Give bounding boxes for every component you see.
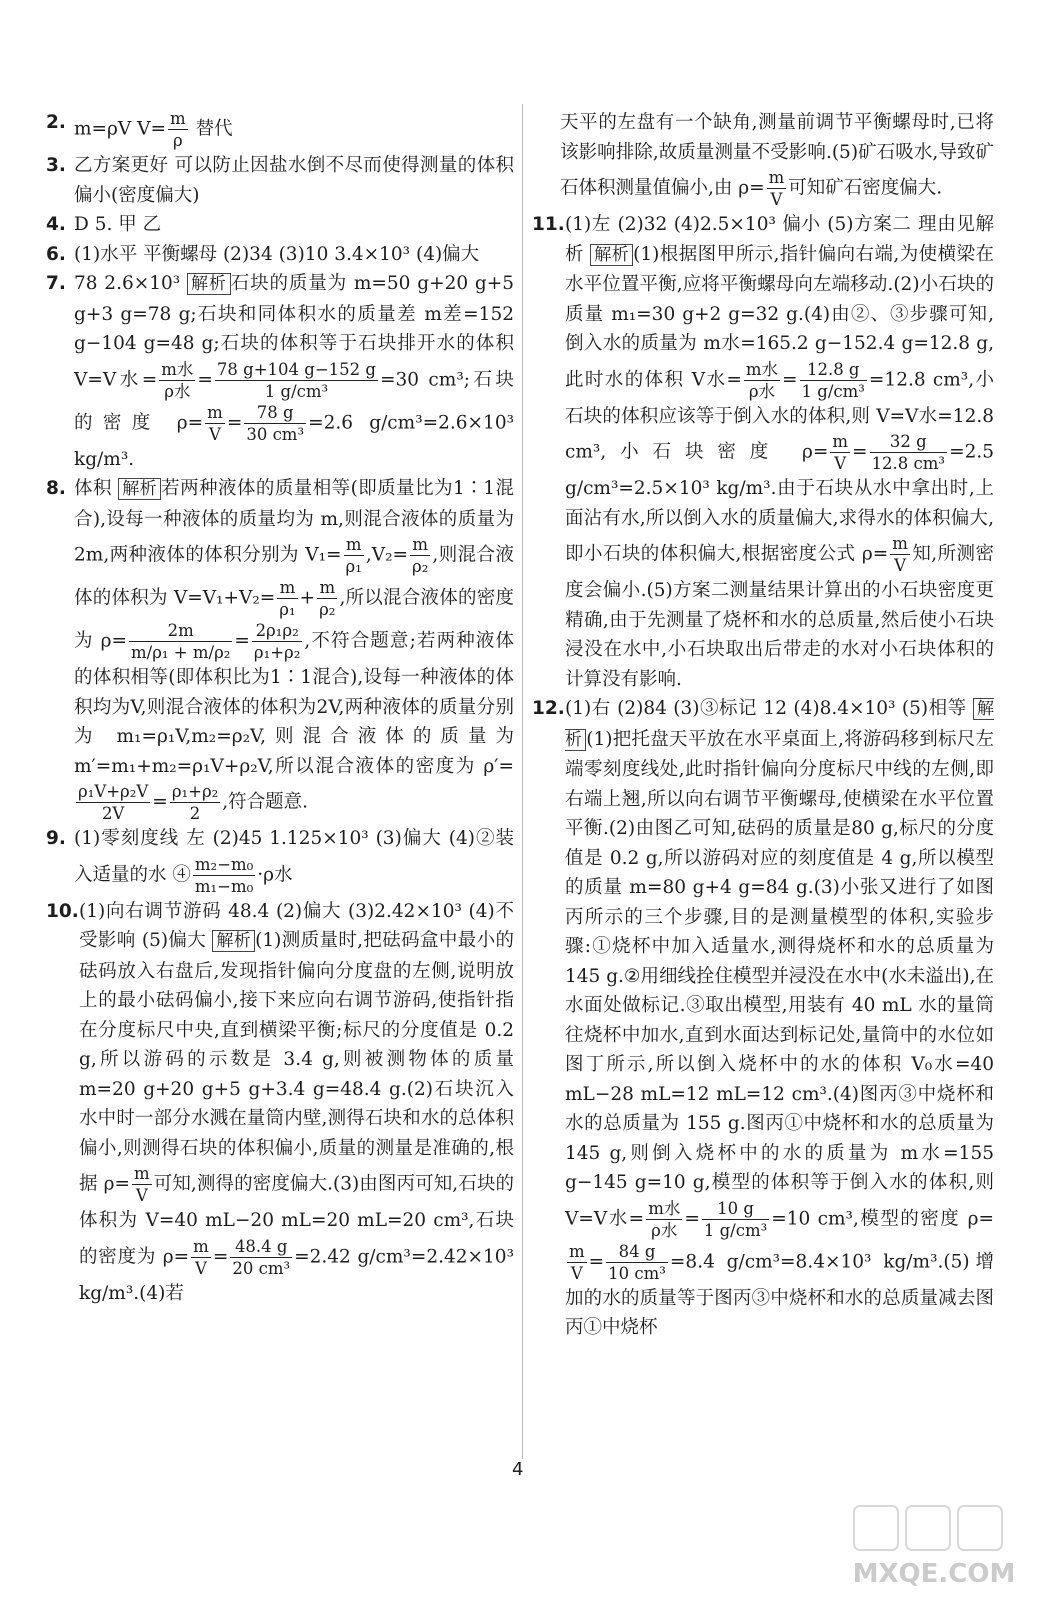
answer-text: (1)左 (2)32 (4)2.5×10³ 偏小 (5)方案二 理由见解析 bbox=[565, 214, 994, 265]
fraction-numerator: 78 g bbox=[256, 402, 294, 422]
answer-item bbox=[46, 210, 514, 240]
fraction bbox=[646, 1198, 682, 1241]
fraction-numerator: 12.8 g bbox=[806, 359, 860, 379]
fraction bbox=[170, 781, 220, 824]
item-number: 4. bbox=[46, 214, 66, 235]
answer-text: =2.5 g/cm³=2.5×10³ kg/m³.由于石块从水中拿出时,上面沾有水,所以倒入水的质量偏大,求得水的体积偏大,即小石块的体积偏大,根据密度公式 ρ= bbox=[565, 441, 994, 565]
fraction bbox=[767, 167, 787, 210]
item-number: 2. bbox=[46, 112, 66, 133]
fraction bbox=[890, 533, 910, 576]
fraction-denominator: 2V bbox=[76, 802, 150, 824]
fraction-numerator: m₂−m₀ bbox=[194, 854, 254, 874]
fraction-numerator: 2m bbox=[167, 621, 194, 640]
answer-item bbox=[46, 897, 514, 1309]
answer-text: + bbox=[299, 587, 316, 609]
answer-text: 可知矿石密度偏大. bbox=[788, 177, 943, 199]
answer-text: D 5. 甲 乙 bbox=[74, 214, 162, 235]
answer-text: ·ρ水 bbox=[257, 864, 293, 885]
answer-text: (1)测质量时,把砝码盒中最小的砝码放入右盘后,发现指针偏向分度盘的左侧,说明放上的最小砝码偏小,接下来应向右调节游码,使指针指在分度标尺中央,直到横梁平衡;标尺的分度值是 0.2 g,所以游码的示数是 3.4 g,则被测物体的质量 m=20 g+20 g+5 g+3.4 g=48.4 g.(2)石块沉入水中时一部分水溅在量筒内壁,测得石块和水的总体积偏小,则测得石块的体积偏小,质量的测量是准确的,根据 ρ= bbox=[79, 930, 514, 1195]
answer-text: 乙方案更好 可以防止因盐水倒不尽而使得测量的体积偏小(密度偏大) bbox=[74, 155, 514, 206]
fraction-denominator: 10 cm³ bbox=[608, 1263, 666, 1283]
fraction-denominator: V bbox=[830, 452, 850, 474]
fraction-numerator: ρ₁+ρ₂ bbox=[171, 782, 219, 801]
item-number: 8. bbox=[46, 478, 66, 499]
fraction bbox=[567, 1241, 587, 1284]
fraction-numerator: m bbox=[207, 402, 223, 422]
fraction bbox=[800, 359, 867, 402]
answer-text: = bbox=[852, 441, 868, 463]
analysis-tag: 解析 bbox=[590, 244, 633, 266]
answer-text: ,V₂= bbox=[365, 544, 409, 566]
fraction bbox=[702, 1198, 769, 1241]
fraction-denominator: 1 g/cm³ bbox=[801, 381, 865, 401]
fraction bbox=[252, 620, 302, 663]
fraction-numerator: m bbox=[569, 1241, 585, 1261]
fraction bbox=[317, 577, 337, 620]
answer-text: 替代 bbox=[189, 118, 233, 140]
fraction-denominator: ρ水 bbox=[646, 1219, 682, 1241]
fraction-denominator: 1 g/cm³ bbox=[703, 1220, 768, 1240]
fraction-denominator: ρ bbox=[168, 129, 188, 151]
fraction bbox=[76, 781, 150, 824]
answer-text: =2.6 g/cm³=2.6×10³ kg/m³. bbox=[74, 412, 515, 470]
svg-text:MXQE.COM: MXQE.COM bbox=[852, 1559, 1016, 1589]
fraction-denominator: m₁−m₀ bbox=[194, 876, 254, 896]
answer-text: = bbox=[588, 1251, 605, 1272]
answer-text: =2.42 g/cm³=2.42×10³ kg/m³.(4)若 bbox=[79, 1246, 514, 1304]
fraction-denominator: V bbox=[205, 423, 225, 445]
left-column bbox=[46, 108, 514, 1308]
fraction-numerator: m水 bbox=[161, 359, 194, 379]
fraction bbox=[410, 534, 430, 577]
right-column bbox=[532, 108, 994, 1343]
watermark-logo bbox=[846, 1498, 1022, 1598]
fraction-denominator: ρ水 bbox=[159, 380, 195, 402]
fraction bbox=[744, 359, 780, 402]
fraction-numerator: m bbox=[768, 168, 785, 187]
fraction bbox=[129, 620, 232, 663]
column-divider bbox=[522, 104, 523, 1459]
fraction bbox=[344, 534, 364, 577]
answer-text: =12.8 cm³,小石块的体积应该等于倒入水的体积,则 V=V水=12.8 cm³,小石块密度 ρ= bbox=[565, 369, 994, 463]
item-number: 6. bbox=[46, 243, 66, 265]
answer-text: (1)零刻度线 左 (2)45 1.125×10³ (3)偏大 (4)②装入适量的水 ④ bbox=[74, 828, 514, 885]
fraction bbox=[159, 359, 195, 402]
fraction-denominator: ρ₂ bbox=[412, 557, 429, 576]
answer-item bbox=[46, 269, 514, 474]
answer-text: =10 cm³,模型的密度 ρ= bbox=[771, 1208, 994, 1229]
fraction bbox=[215, 359, 378, 402]
answer-text: (1)右 (2)84 (3)③标记 12 (4)8.4×10³ (5)相等 bbox=[565, 698, 973, 719]
answer-item bbox=[46, 151, 514, 210]
fraction-numerator: m bbox=[345, 535, 362, 554]
analysis-tag: 解析 bbox=[187, 273, 231, 295]
fraction bbox=[168, 108, 188, 151]
answer-item bbox=[532, 108, 994, 210]
fraction bbox=[870, 431, 948, 474]
fraction bbox=[830, 431, 850, 474]
fraction-numerator: m水 bbox=[745, 359, 779, 379]
fraction-denominator: ρ₁+ρ₂ bbox=[253, 643, 301, 662]
fraction-denominator: 12.8 cm³ bbox=[871, 454, 946, 473]
fraction-numerator: m bbox=[193, 1236, 209, 1256]
fraction bbox=[193, 854, 255, 897]
answer-item bbox=[46, 824, 514, 897]
fraction-numerator: m bbox=[832, 432, 849, 451]
fraction-denominator: ρ₁ bbox=[279, 600, 296, 619]
fraction-denominator: 2 bbox=[170, 802, 220, 824]
item-number: 10. bbox=[46, 900, 79, 922]
fraction-numerator: 32 g bbox=[889, 432, 927, 451]
fraction bbox=[132, 1163, 152, 1206]
answer-text: ,符合题意. bbox=[222, 791, 309, 813]
answer-text: =8.4 g/cm³=8.4×10³ kg/m³.(5)增加的水的质量等于图丙③中烧杯和水的总质量减去图丙①中烧杯 bbox=[565, 1251, 994, 1338]
answer-text: 知,所测密度会偏小.(5)方案二测量结果计算出的小石块密度更精确,由于先测量了烧杯和水的总质量,然后使小石块浸没在水中,小石块取出后带走的水对小石块体积的计算没有影响. bbox=[565, 543, 995, 690]
answer-text: (1)向右调节游码 48.4 (2)偏大 (3)2.42×10³ (4)不受影响 (5)偏大 bbox=[79, 900, 514, 951]
answer-text: ,所以混合液体的密度为 ρ= bbox=[74, 587, 515, 652]
answer-text: 体积 bbox=[74, 478, 119, 499]
fraction-denominator: V bbox=[567, 1262, 587, 1284]
item-number: 3. bbox=[46, 155, 66, 176]
item-number: 7. bbox=[46, 273, 66, 294]
fraction-denominator: m/ρ₁ + m/ρ₂ bbox=[131, 643, 231, 662]
answer-text: = bbox=[152, 791, 168, 813]
fraction-numerator: m bbox=[412, 535, 429, 554]
fraction bbox=[244, 402, 306, 445]
answer-text: 若两种液体的质量相等(即质量比为1∶1混合),设每一种液体的质量均为 m,则混合液体的质量为 2m,两种液体的体积分别为 V₁= bbox=[74, 478, 515, 566]
fraction-numerator: m bbox=[170, 109, 186, 128]
answer-text: 可知,测得的密度偏大.(3)由图丙可知,石块的体积为 V=40 mL−20 mL=20 mL=20 cm³,石块的密度为 ρ= bbox=[79, 1173, 514, 1267]
fraction-numerator: ρ₁V+ρ₂V bbox=[78, 782, 149, 801]
answer-text: m=ρV V= bbox=[74, 118, 167, 140]
fraction bbox=[205, 402, 225, 445]
answer-text: (1)水平 平衡螺母 (2)34 (3)10 3.4×10³ (4)偏大 bbox=[74, 243, 480, 265]
answer-text: 78 2.6×10³ bbox=[74, 273, 187, 294]
answer-text: = bbox=[684, 1208, 700, 1229]
fraction bbox=[230, 1236, 292, 1279]
fraction-denominator: 30 cm³ bbox=[246, 424, 305, 444]
analysis-tag: 解析 bbox=[565, 699, 994, 750]
item-number: 12. bbox=[532, 698, 565, 719]
fraction-numerator: m水 bbox=[648, 1198, 681, 1218]
fraction-denominator: ρ水 bbox=[744, 380, 780, 402]
fraction-numerator: 84 g bbox=[618, 1241, 656, 1261]
fraction-numerator: m bbox=[133, 1164, 150, 1183]
fraction-denominator: 20 cm³ bbox=[232, 1258, 291, 1278]
answer-item bbox=[532, 694, 994, 1343]
fraction-numerator: 2ρ₁ρ₂ bbox=[255, 621, 299, 640]
answer-text: = bbox=[197, 369, 213, 390]
fraction-denominator: V bbox=[767, 188, 787, 210]
answer-text: (1)把托盘天平放在水平桌面上,将游码移到标尺左端零刻度线处,此时指针偏向分度标尺中线的左侧,即右端上翘,所以向右调节平衡螺母,使横梁在水平位置平衡.(2)由图乙可知,砝码的质量是80 g,标尺的分度值是 0.2 g,所以游码对应的刻度值是 4 g,所以模型的质量 m=80 g+4 g=84 g.(3)小张又进行了如图丙所示的三个步骤,目的是测量模型的体积,实验步骤:①烧杯中加入适量水,测得烧杯和水的总质量为145 g.②用细线拴住模型并浸没在水中(水未溢出),在水面处做标记.③取出模型,用装有 40 mL 水的量筒往烧杯中加水,直到水面达到标记处,量筒中的水位如图丁所示,所以倒入烧杯中的水的体积 V₀水=40 mL−28 mL=12 mL=12 cm³.(4)图丙③中烧杯和水的总质量为 155 g.图丙①中烧杯和水的总质量为 145 g,则倒入烧杯中的水的质量为 m水=155 g−145 g=10 g,模型的体积等于倒入水的体积,则 V=V水= bbox=[565, 728, 995, 1229]
fraction-denominator: V bbox=[890, 554, 910, 576]
answer-text: (1)根据图甲所示,指针偏向右端,为使横梁在水平位置平衡,应将平衡螺母向左端移动.(2)小石块的质量 m₁=30 g+2 g=32 g.(4)由②、③步骤可知,倒入水的质量为 m水=165.2 g−152.4 g=12.8 g,此时水的体积 V水= bbox=[565, 243, 995, 390]
answer-item bbox=[46, 240, 514, 270]
fraction-denominator: V bbox=[191, 1257, 211, 1279]
fraction-numerator: m bbox=[279, 578, 296, 597]
fraction-numerator: m bbox=[319, 578, 336, 597]
answer-text: = bbox=[234, 630, 250, 652]
fraction bbox=[191, 1236, 211, 1279]
fraction-denominator: ρ₁ bbox=[345, 557, 362, 576]
answer-item bbox=[532, 210, 994, 694]
answer-item bbox=[46, 108, 514, 151]
answer-text: = bbox=[782, 369, 798, 390]
item-number: 11. bbox=[532, 214, 565, 235]
fraction bbox=[606, 1241, 668, 1284]
item-number: 9. bbox=[46, 828, 66, 849]
answer-text: ,则混合液体的体积为 V=V₁+V₂= bbox=[74, 544, 514, 609]
fraction-numerator: 78 g+104 g−152 g bbox=[216, 359, 376, 379]
answer-text: 天平的左盘有一个缺角,测量前调节平衡螺母时,已将该影响排除,故质量测量不受影响.(5)矿石吸水,导致矿石体积测量值偏小,由 ρ= bbox=[560, 112, 994, 199]
answer-text: = bbox=[212, 1246, 229, 1267]
answer-text: = bbox=[226, 412, 243, 433]
answer-text: =30 cm³;石块的密度 ρ= bbox=[74, 369, 514, 433]
fraction-denominator: ρ₂ bbox=[319, 600, 336, 619]
answer-text: ,不符合题意;若两种液体的体积相等(即体积比为1∶1混合),设每一种液体的体积均为V,则混合液体的体积为2V,两种液体的质量分别为 m₁=ρ₁V,m₂=ρ₂V,则混合液体的质量为 m′=m₁+m₂=ρ₁V+ρ₂V,所以混合液体的密度为 ρ′= bbox=[74, 630, 514, 777]
answer-item bbox=[46, 474, 514, 824]
analysis-tag: 解析 bbox=[212, 930, 255, 952]
fraction bbox=[277, 577, 297, 620]
page-number: 4 bbox=[512, 1459, 524, 1480]
analysis-tag: 解析 bbox=[118, 478, 161, 500]
fraction-numerator: m bbox=[892, 534, 908, 553]
answer-text: 石块的质量为 m=50 g+20 g+5 g+3 g=78 g;石块和同体积水的质量差 m差=152 g−104 g=48 g;石块的体积等于石块排开水的体积 V=V水= bbox=[74, 273, 514, 390]
fraction-denominator: 1 g/cm³ bbox=[215, 380, 378, 402]
fraction-numerator: 10 g bbox=[717, 1198, 754, 1218]
fraction-numerator: 48.4 g bbox=[234, 1236, 288, 1256]
fraction-denominator: V bbox=[132, 1184, 152, 1206]
